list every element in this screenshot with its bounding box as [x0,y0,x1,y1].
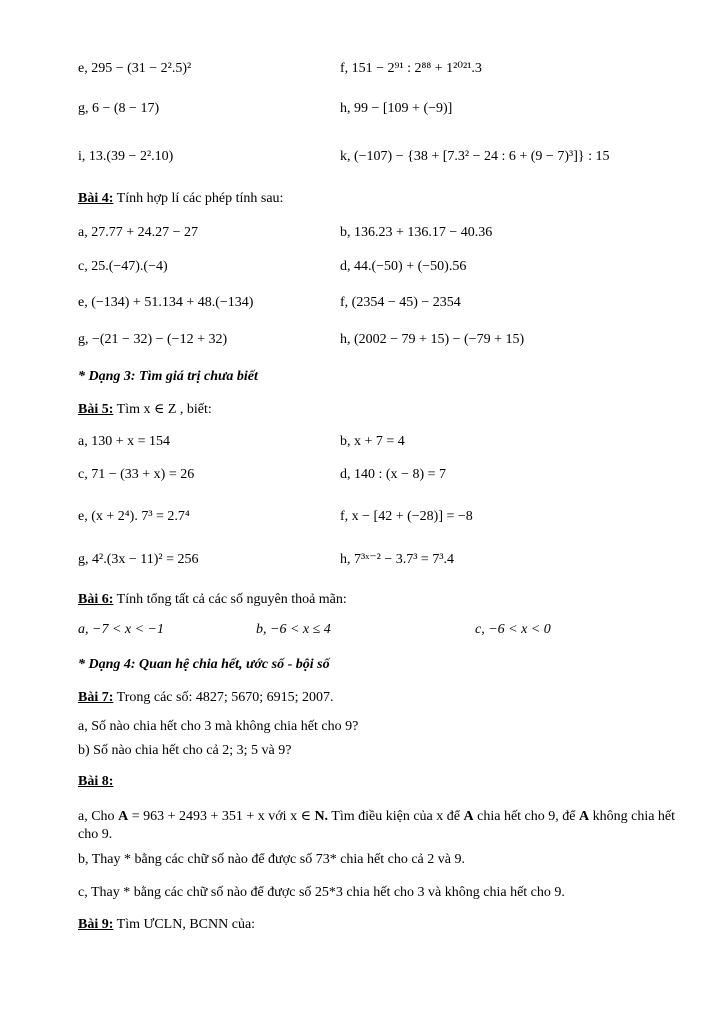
exercise-8a [78,808,678,844]
exercise-5a: a, 130 + x = 154 [78,434,171,449]
exercise-8a-part: = 963 + 2493 + 351 + x với x ∈ [128,809,315,824]
bai-5-heading [78,401,212,419]
set-n-symbol: N. [314,809,329,824]
exercise-4d: d, 44.(−50) + (−50).56 [340,259,467,274]
exercise-8c: c, Thay * bằng các chữ số nào để được số 25*3 chia hết cho 3 và không chia hết cho 9. [78,885,565,900]
bai-6-heading [78,591,347,609]
exercise-4h: h, (2002 − 79 + 15) − (−79 + 15) [340,332,525,347]
exercise-4g: g, −(21 − 32) − (−12 + 32) [78,332,228,347]
exercise-3e: e, 295 − (31 − 2².5)² [78,61,192,76]
bai-9-text: Tìm ƯCLN, BCNN của: [113,917,256,932]
exercise-4f: f, (2354 − 45) − 2354 [340,295,461,310]
exercise-8a-part: a, Cho [78,809,119,824]
exercise-3h: h, 99 − [109 + (−9)] [340,101,453,116]
exercise-4a: a, 27.77 + 24.27 − 27 [78,225,199,240]
exercise-8a-part: Tìm điều kiện của x để [328,809,464,824]
exercise-5d: d, 140 : (x − 8) = 7 [340,467,447,482]
exercise-4c: c, 25.(−47).(−4) [78,259,168,274]
section-dang-4: * Dạng 4: Quan hệ chia hết, ước số - bội số [78,657,330,672]
exercise-4b: b, 136.23 + 136.17 − 40.36 [340,225,493,240]
set-a-symbol: A [578,809,590,824]
exercise-8a-part: không chia hết cho 9. [78,809,676,842]
exercise-6c: c, −6 < x < 0 [475,622,551,637]
bai-6-label: Bài 6: [78,592,114,607]
exercise-6a: a, −7 < x < −1 [78,622,165,637]
exercise-5f: f, x − [42 + (−28)] = −8 [340,509,473,524]
exercise-3k: k, (−107) − {38 + [7.3² − 24 : 6 + (9 − 7)³]} : 15 [340,149,610,164]
section-dang-3: * Dạng 3: Tìm giá trị chưa biết [78,369,258,384]
set-a-symbol: A [463,809,474,824]
exercise-5b: b, x + 7 = 4 [340,434,405,449]
exercise-8a-part: chia hết cho 9, để [473,809,579,824]
bai-9-label: Bài 9: [78,917,114,932]
exercise-7a: a, Số nào chia hết cho 3 mà không chia hết cho 9? [78,719,359,734]
bai-8-heading [78,773,113,791]
exercise-7b: b) Số nào chia hết cho cả 2; 3; 5 và 9? [78,743,292,758]
exercise-5h: h, 7³ˣ⁻² − 3.7³ = 7³.4 [340,552,455,567]
bai-5-label: Bài 5: [78,402,114,417]
exercise-5e: e, (x + 2⁴). 7³ = 2.7⁴ [78,509,190,524]
bai-7-label: Bài 7: [78,690,114,705]
exercise-5g: g, 4².(3x − 11)² = 256 [78,552,199,567]
exercise-6b: b, −6 < x ≤ 4 [256,622,331,637]
exercise-3f: f, 151 − 2⁹¹ : 2⁸⁸ + 1²⁰²¹.3 [340,61,482,76]
bai-4-label: Bài 4: [78,191,114,206]
bai-4-heading [78,190,283,208]
set-a-symbol: A [118,809,129,824]
bai-7-heading [78,689,334,707]
exercise-3i: i, 13.(39 − 2².10) [78,149,174,164]
bai-4-text: Tính hợp lí các phép tính sau: [113,191,284,206]
exercise-5c: c, 71 − (33 + x) = 26 [78,467,195,482]
bai-6-text: Tính tổng tất cả các số nguyên thoả mãn: [113,592,347,607]
bai-8-label: Bài 8: [78,774,114,789]
bai-7-text: Trong các số: 4827; 5670; 6915; 2007. [113,690,334,705]
exercise-8b: b, Thay * bằng các chữ số nào để được số 73* chia hết cho cả 2 và 9. [78,852,465,867]
exercise-4e: e, (−134) + 51.134 + 48.(−134) [78,295,254,310]
bai-9-heading [78,916,255,934]
exercise-3g: g, 6 − (8 − 17) [78,101,160,116]
bai-5-text: Tìm x ∈ Z , biết: [113,402,212,417]
